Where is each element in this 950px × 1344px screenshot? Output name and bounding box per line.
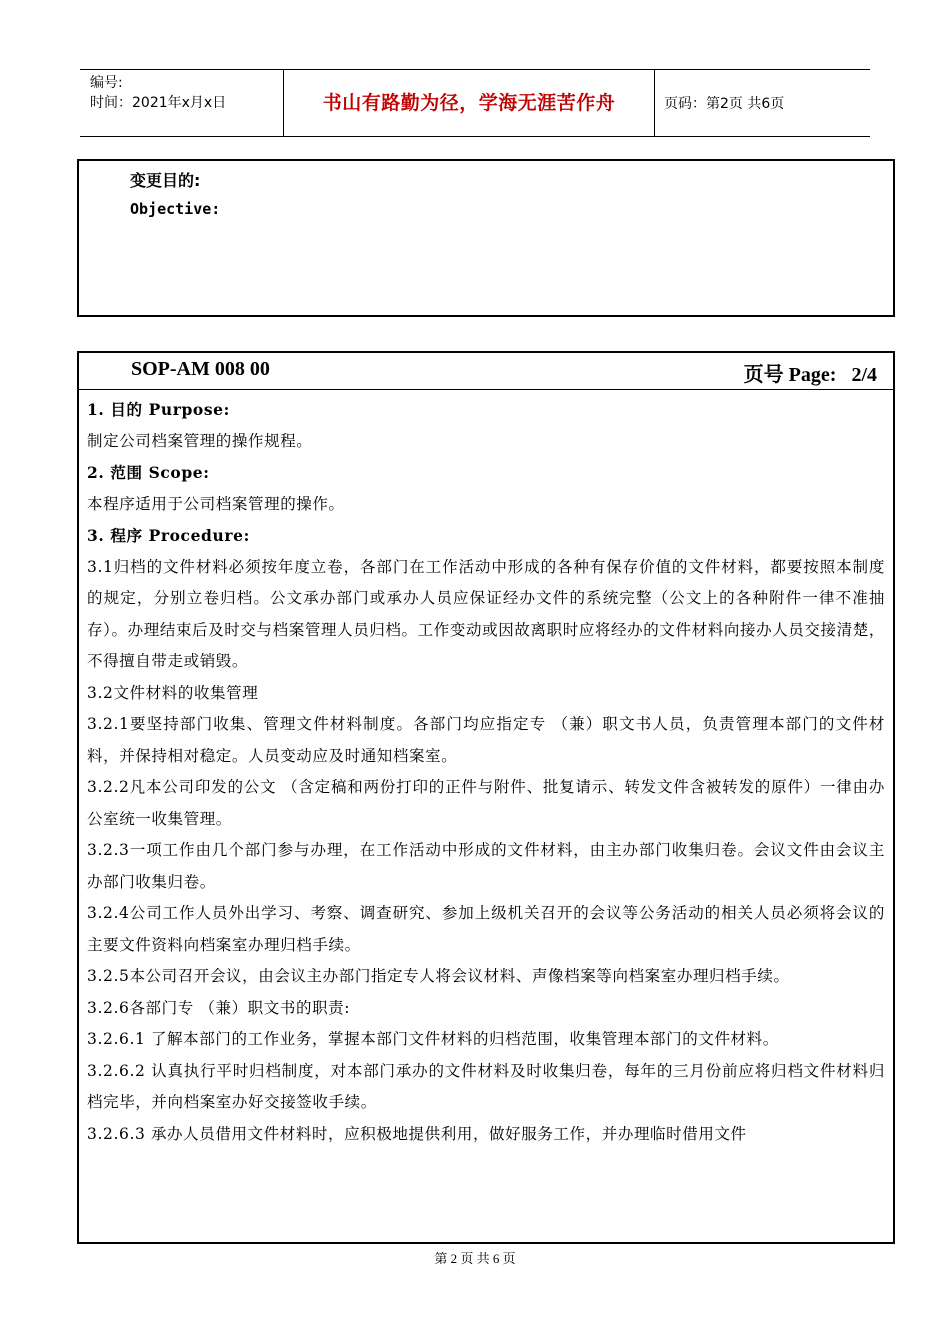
sop-body — [79, 390, 893, 1150]
sop-page-value: 2/4 — [851, 364, 877, 386]
header-meta — [90, 73, 226, 113]
body-paragraph: 3.2.6.1 了解本部门的工作业务，掌握本部门文件材料的归档范围，收集管理本部门的文件材料。 — [87, 1030, 779, 1048]
header-bottom-rule — [80, 136, 870, 137]
header-page-info: 页码：第2页 共6页 — [664, 96, 785, 112]
body-paragraph: 3.2.6.3 承办人员借用文件材料时，应积极地提供利用，做好服务工作，并办理临时借用文件 — [87, 1124, 747, 1143]
document-date: 时间：2021年x月x日 — [90, 95, 227, 111]
header-motto: 书山有路勤为径，学海无涯苦作舟 — [322, 92, 616, 114]
body-paragraph: 3.2.6各部门专 （兼）职文书的职责: — [87, 998, 351, 1017]
body-paragraph: 3.2.3一项工作由几个部门参与办理，在工作活动中形成的文件材料，由主办部门收集归卷。会议文件由会议主办部门收集归卷。 — [87, 841, 885, 891]
objective-title: 变更目的: — [130, 171, 201, 190]
section-heading: 2. 范围 Scope: — [87, 463, 210, 482]
objective-box — [77, 159, 895, 317]
header-divider-right — [654, 69, 655, 136]
header-top-rule — [80, 69, 870, 70]
body-paragraph: 制定公司档案管理的操作规程。 — [87, 431, 313, 450]
sop-code: SOP-AM 008 00 — [131, 358, 270, 380]
sop-page-label: 页号 Page: — [743, 364, 837, 386]
body-paragraph: 3.2.1要坚持部门收集、管理文件材料制度。各部门均应指定专 （兼）职文书人员，负责管理本部门的文件材料，并保持相对稳定。人员变动应及时通知档案室。 — [87, 715, 885, 765]
sop-page-number — [744, 358, 877, 387]
body-paragraph: 3.2文件材料的收集管理 — [87, 683, 259, 702]
body-paragraph: 3.2.5本公司召开会议，由会议主办部门指定专人将会议材料、声像档案等向档案室办理归档手续。 — [87, 967, 790, 985]
body-paragraph: 3.2.6.2 认真执行平时归档制度，对本部门承办的文件材料及时收集归卷，每年的三月份前应将归档文件材料归档完毕，并向档案室办好交接签收手续。 — [87, 1061, 885, 1111]
page-footer: 第 2 页 共 6 页 — [434, 1251, 516, 1266]
objective-title-en: Objective: — [130, 200, 221, 218]
sop-box — [77, 351, 895, 1244]
sop-header — [79, 353, 893, 390]
body-paragraph: 3.2.4公司工作人员外出学习、考察、调查研究、参加上级机关召开的会议等公务活动的相关人员必须将会议的主要文件资料向档案室办理归档手续。 — [87, 904, 885, 954]
body-paragraph: 本程序适用于公司档案管理的操作。 — [87, 494, 345, 513]
section-heading: 3. 程序 Procedure: — [87, 526, 250, 545]
document-number-label: 编号: — [90, 75, 123, 91]
section-heading: 1. 目的 Purpose: — [87, 400, 230, 419]
body-paragraph: 3.2.2凡本公司印发的公文 （含定稿和两份打印的正件与附件、批复请示、转发文件含被转发的原件）一律由办公室统一收集管理。 — [87, 778, 885, 828]
body-paragraph: 3.1归档的文件材料必须按年度立卷，各部门在工作活动中形成的各种有保存价值的文件材料，都要按照本制度的规定，分别立卷归档。公文承办部门或承办人员应保证经办文件的系统完整（公文上的各种附件一律不准抽存）。办理结束后及时交与档案管理人员归档。工作变动或因故离职时应将经办的文件材料向接办人员交接清楚，不得擅自带走或销毁。 — [87, 557, 885, 670]
